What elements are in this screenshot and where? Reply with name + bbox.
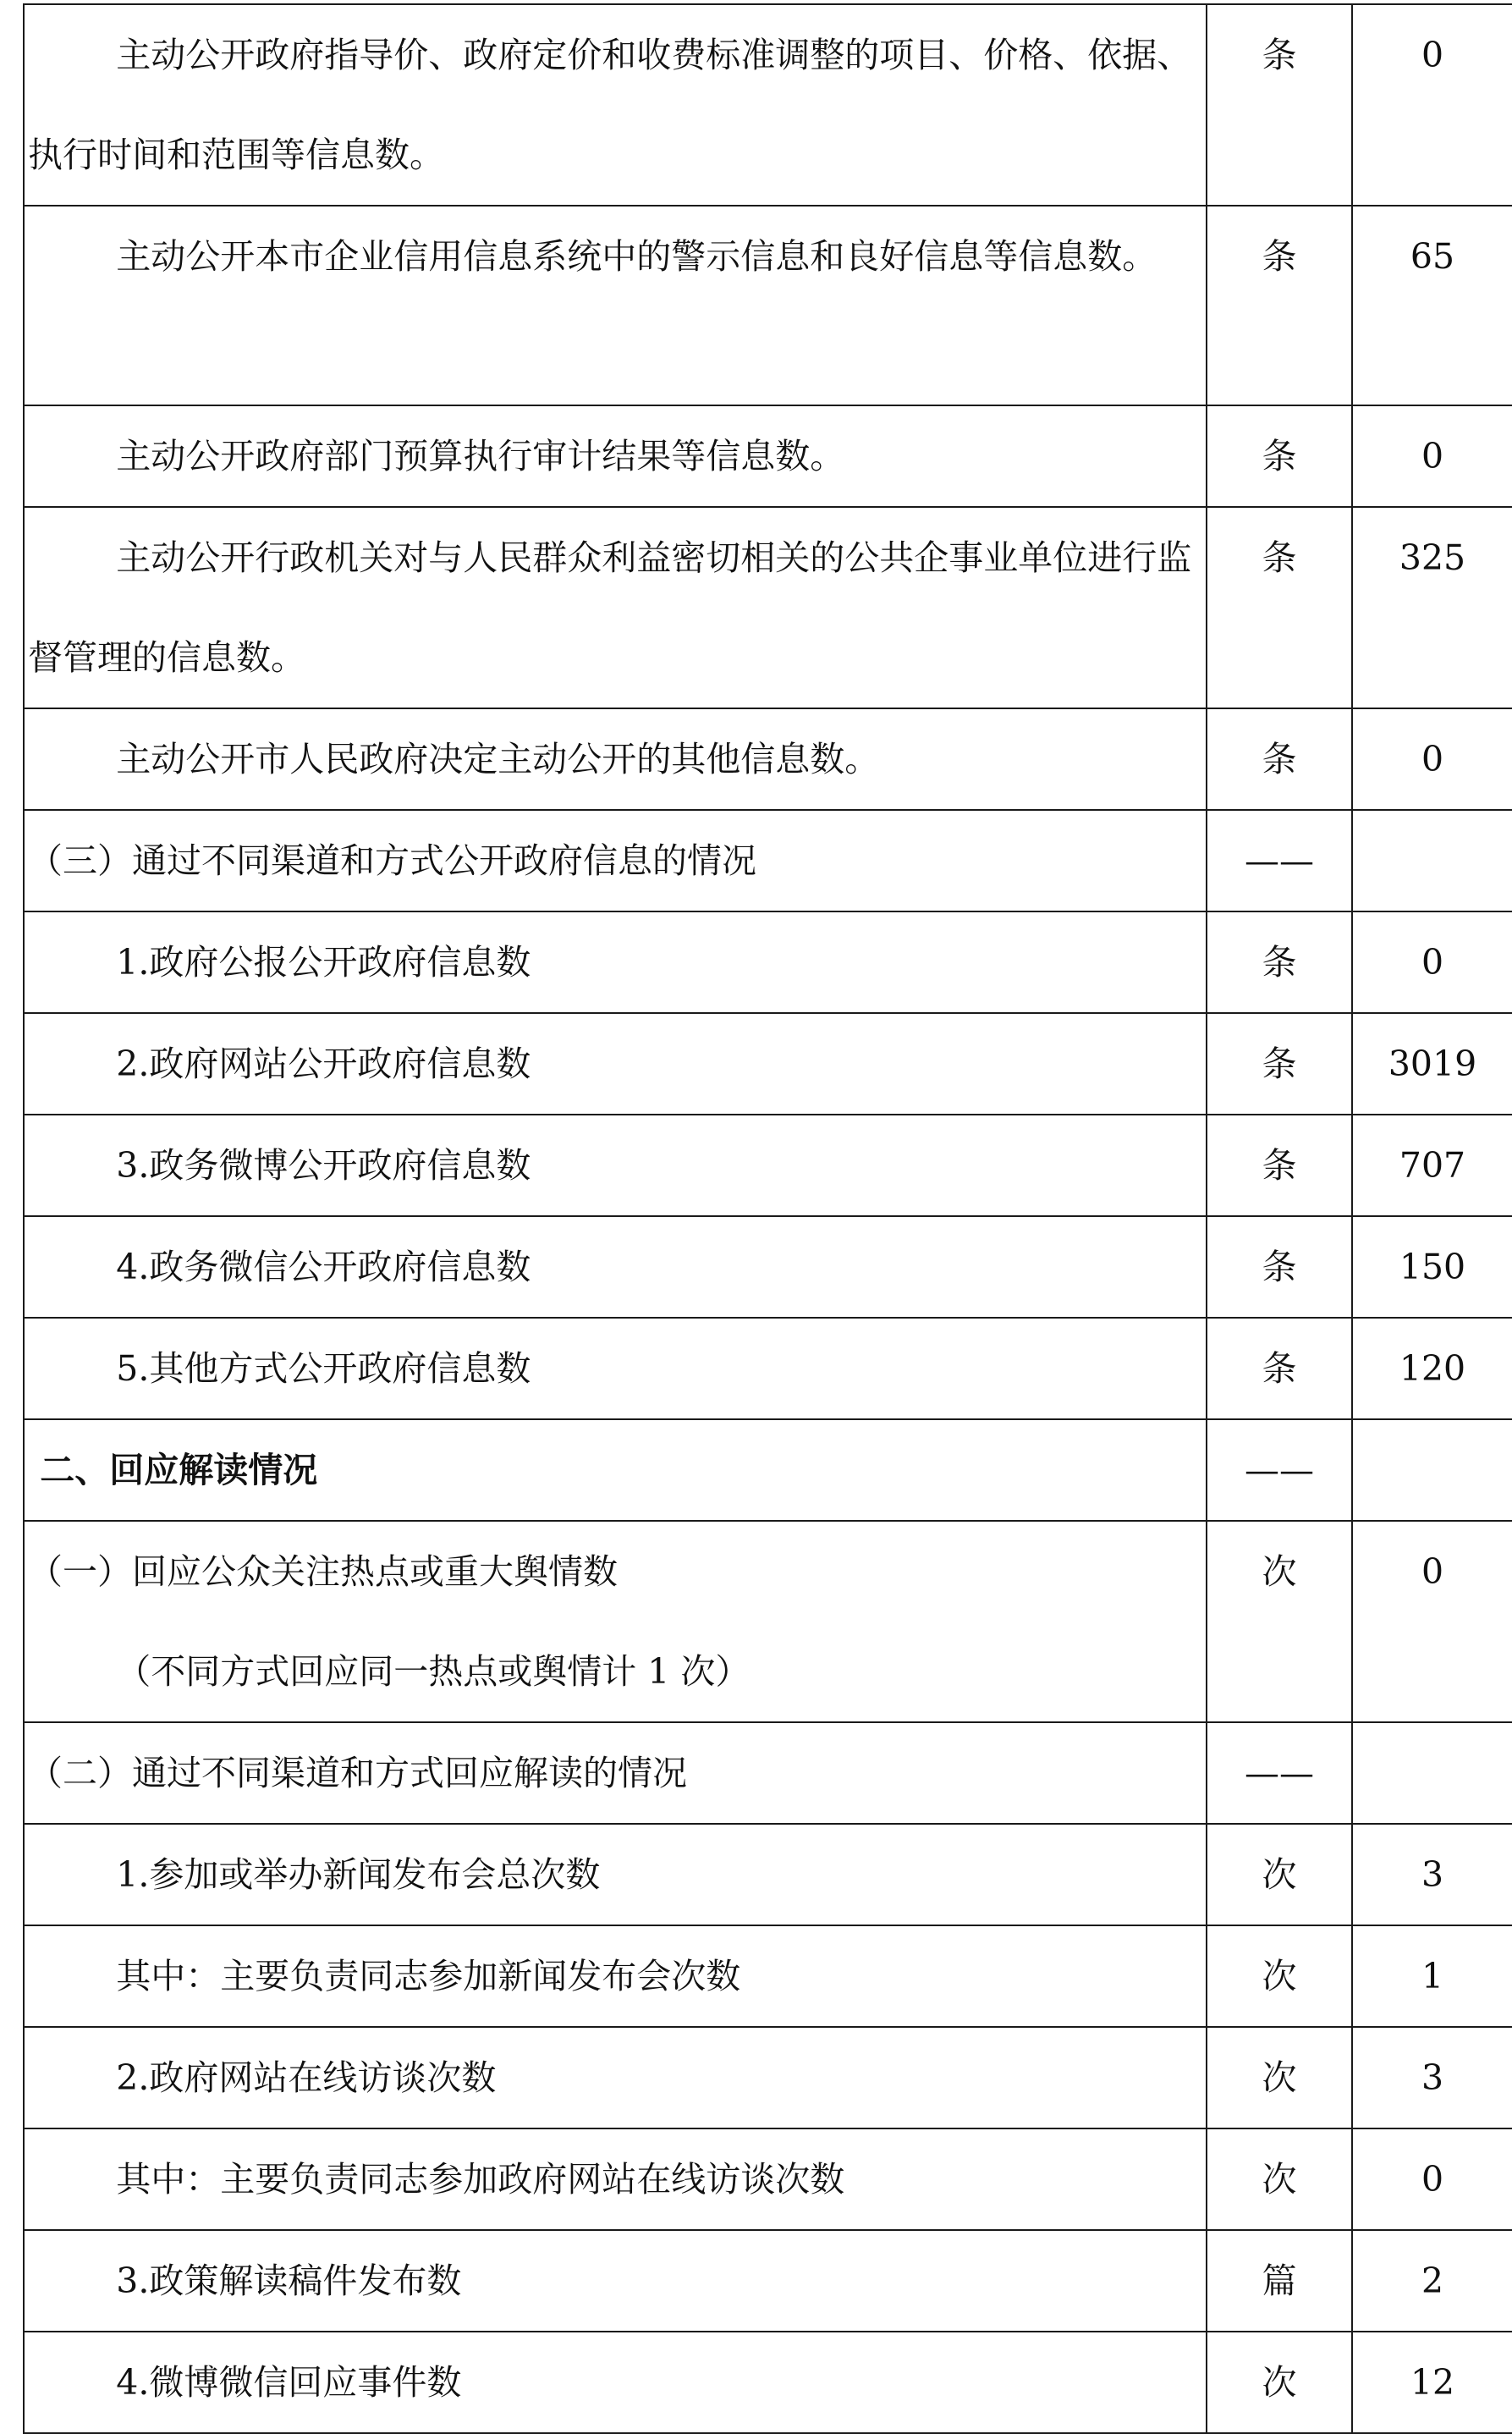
row-description: 4.政务微信公开政府信息数 — [24, 1216, 1207, 1318]
row-description: 其中：主要负责同志参加政府网站在线访谈次数 — [24, 2128, 1207, 2230]
row-unit: 次 — [1207, 2027, 1352, 2128]
table-row — [24, 206, 1512, 405]
row-description: 4.微博微信回应事件数 — [24, 2332, 1207, 2433]
row-unit: 条 — [1207, 1013, 1352, 1115]
row-value: 3 — [1352, 1824, 1512, 1925]
row-description: 主动公开行政机关对与人民群众利益密切相关的公共企事业单位进行监督管理的信息数。 — [24, 507, 1207, 708]
row-unit: 次 — [1207, 1824, 1352, 1925]
row-unit: 次 — [1207, 1925, 1352, 2027]
table-row — [24, 2027, 1512, 2128]
row-unit: 条 — [1207, 708, 1352, 810]
row-value: 150 — [1352, 1216, 1512, 1318]
row-description: 2.政府网站在线访谈次数 — [24, 2027, 1207, 2128]
row-value: 12 — [1352, 2332, 1512, 2433]
row-value: 120 — [1352, 1318, 1512, 1419]
table-row — [24, 405, 1512, 507]
row-value: 0 — [1352, 911, 1512, 1013]
row-description: 3.政策解读稿件发布数 — [24, 2230, 1207, 2332]
statistics-table-body — [24, 4, 1512, 2433]
row-description: （一）回应公众关注热点或重大舆情数 （不同方式回应同一热点或舆情计 1 次） — [24, 1521, 1207, 1722]
row-value: 0 — [1352, 708, 1512, 810]
table-row — [24, 810, 1512, 911]
row-unit: —— — [1207, 1722, 1352, 1824]
table-row — [24, 1013, 1512, 1115]
row-unit: 次 — [1207, 2332, 1352, 2433]
row-description: 2.政府网站公开政府信息数 — [24, 1013, 1207, 1115]
row-value: 0 — [1352, 1521, 1512, 1722]
table-row — [24, 4, 1512, 206]
row-description: 主动公开市人民政府决定主动公开的其他信息数。 — [24, 708, 1207, 810]
row-unit: 篇 — [1207, 2230, 1352, 2332]
row-description: 主动公开政府部门预算执行审计结果等信息数。 — [24, 405, 1207, 507]
table-row — [24, 708, 1512, 810]
table-row — [24, 1925, 1512, 2027]
table-row — [24, 1824, 1512, 1925]
row-description: 其中：主要负责同志参加新闻发布会次数 — [24, 1925, 1207, 2027]
table-row — [24, 1521, 1512, 1722]
row-description: （二）通过不同渠道和方式回应解读的情况 — [24, 1722, 1207, 1824]
table-row — [24, 1115, 1512, 1216]
row-unit: 条 — [1207, 405, 1352, 507]
row-value: 2 — [1352, 2230, 1512, 2332]
statistics-table — [23, 3, 1512, 2434]
row-value: 65 — [1352, 206, 1512, 405]
row-description: 1.参加或举办新闻发布会总次数 — [24, 1824, 1207, 1925]
table-row — [24, 2230, 1512, 2332]
row-value: 0 — [1352, 2128, 1512, 2230]
row-description: （三）通过不同渠道和方式公开政府信息的情况 — [24, 810, 1207, 911]
row-value: 3019 — [1352, 1013, 1512, 1115]
row-description: 主动公开本市企业信用信息系统中的警示信息和良好信息等信息数。 — [24, 206, 1207, 405]
row-unit: 次 — [1207, 1521, 1352, 1722]
row-description: 5.其他方式公开政府信息数 — [24, 1318, 1207, 1419]
row-unit: 条 — [1207, 206, 1352, 405]
table-row — [24, 1318, 1512, 1419]
row-description: 3.政务微博公开政府信息数 — [24, 1115, 1207, 1216]
row-unit: 条 — [1207, 4, 1352, 206]
row-unit: 条 — [1207, 1216, 1352, 1318]
row-value: 325 — [1352, 507, 1512, 708]
row-description: 1.政府公报公开政府信息数 — [24, 911, 1207, 1013]
table-row — [24, 1216, 1512, 1318]
row-description: 主动公开政府指导价、政府定价和收费标准调整的项目、价格、依据、执行时间和范围等信息数。 — [24, 4, 1207, 206]
row-value — [1352, 1419, 1512, 1521]
row-unit: 次 — [1207, 2128, 1352, 2230]
row-value: 1 — [1352, 1925, 1512, 2027]
table-row — [24, 2128, 1512, 2230]
row-value: 707 — [1352, 1115, 1512, 1216]
row-unit: —— — [1207, 1419, 1352, 1521]
row-unit: —— — [1207, 810, 1352, 911]
row-unit: 条 — [1207, 507, 1352, 708]
row-value — [1352, 1722, 1512, 1824]
table-row — [24, 2332, 1512, 2433]
row-value — [1352, 810, 1512, 911]
row-unit: 条 — [1207, 1318, 1352, 1419]
table-row — [24, 1722, 1512, 1824]
row-description: 二、回应解读情况 — [24, 1419, 1207, 1521]
row-value: 0 — [1352, 4, 1512, 206]
table-row — [24, 911, 1512, 1013]
table-row — [24, 507, 1512, 708]
row-value: 0 — [1352, 405, 1512, 507]
table-row — [24, 1419, 1512, 1521]
row-unit: 条 — [1207, 911, 1352, 1013]
row-unit: 条 — [1207, 1115, 1352, 1216]
row-value: 3 — [1352, 2027, 1512, 2128]
